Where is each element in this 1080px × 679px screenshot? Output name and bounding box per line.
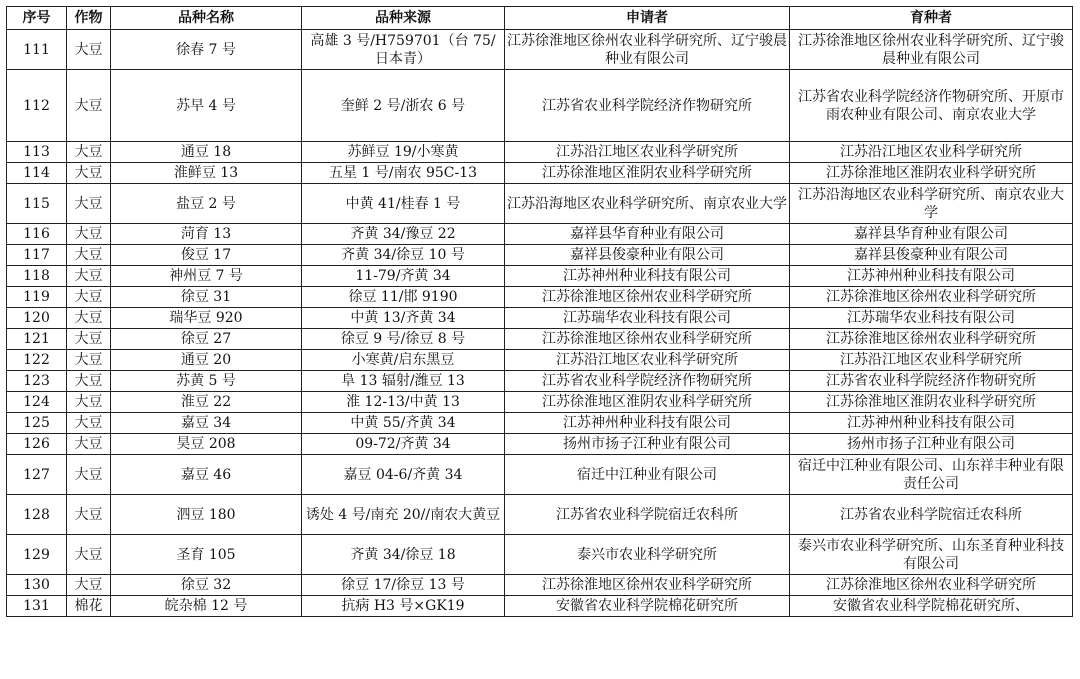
cell-no: 127 bbox=[7, 455, 67, 495]
cell-variety-source: 小寒黄/启东黑豆 bbox=[302, 350, 505, 371]
cell-crop: 大豆 bbox=[67, 287, 111, 308]
cell-variety-name: 皖杂棉 12 号 bbox=[111, 596, 302, 617]
cell-applicant: 江苏徐淮地区徐州农业科学研究所 bbox=[505, 287, 790, 308]
cell-applicant: 江苏徐淮地区淮阴农业科学研究所 bbox=[505, 163, 790, 184]
cell-breeder: 江苏徐淮地区徐州农业科学研究所、辽宁骏晨种业有限公司 bbox=[790, 30, 1073, 70]
cell-applicant: 江苏徐淮地区徐州农业科学研究所 bbox=[505, 575, 790, 596]
cell-variety-source: 奎鲜 2 号/浙农 6 号 bbox=[302, 70, 505, 142]
cell-applicant: 扬州市扬子江种业有限公司 bbox=[505, 434, 790, 455]
cell-applicant: 江苏瑞华农业科技有限公司 bbox=[505, 308, 790, 329]
cell-breeder: 江苏瑞华农业科技有限公司 bbox=[790, 308, 1073, 329]
table-row bbox=[7, 495, 1073, 535]
cell-variety-name: 徐豆 27 bbox=[111, 329, 302, 350]
cell-no: 121 bbox=[7, 329, 67, 350]
cell-breeder: 江苏神州种业科技有限公司 bbox=[790, 413, 1073, 434]
table-row bbox=[7, 184, 1073, 224]
cell-no: 128 bbox=[7, 495, 67, 535]
cell-crop: 大豆 bbox=[67, 535, 111, 575]
table-row bbox=[7, 371, 1073, 392]
cell-variety-source: 诱处 4 号/南充 20//南农大黄豆 bbox=[302, 495, 505, 535]
cell-applicant: 嘉祥县俊豪种业有限公司 bbox=[505, 245, 790, 266]
cell-breeder: 嘉祥县华育种业有限公司 bbox=[790, 224, 1073, 245]
cell-no: 112 bbox=[7, 70, 67, 142]
cell-variety-source: 五星 1 号/南农 95C-13 bbox=[302, 163, 505, 184]
cell-breeder: 江苏沿海地区农业科学研究所、南京农业大学 bbox=[790, 184, 1073, 224]
cell-crop: 大豆 bbox=[67, 329, 111, 350]
cell-crop: 大豆 bbox=[67, 575, 111, 596]
header-variety-name: 品种名称 bbox=[111, 7, 302, 30]
cell-variety-name: 嘉豆 34 bbox=[111, 413, 302, 434]
cell-variety-name: 通豆 20 bbox=[111, 350, 302, 371]
cell-variety-name: 俊豆 17 bbox=[111, 245, 302, 266]
cell-variety-name: 圣育 105 bbox=[111, 535, 302, 575]
cell-no: 119 bbox=[7, 287, 67, 308]
cell-variety-name: 徐春 7 号 bbox=[111, 30, 302, 70]
cell-variety-name: 苏早 4 号 bbox=[111, 70, 302, 142]
table-row bbox=[7, 163, 1073, 184]
cell-no: 114 bbox=[7, 163, 67, 184]
cell-no: 120 bbox=[7, 308, 67, 329]
cell-breeder: 江苏徐淮地区徐州农业科学研究所 bbox=[790, 575, 1073, 596]
cell-no: 118 bbox=[7, 266, 67, 287]
cell-variety-name: 徐豆 32 bbox=[111, 575, 302, 596]
table-row bbox=[7, 266, 1073, 287]
cell-crop: 棉花 bbox=[67, 596, 111, 617]
cell-no: 117 bbox=[7, 245, 67, 266]
cell-variety-name: 淮鲜豆 13 bbox=[111, 163, 302, 184]
cell-variety-name: 苏黄 5 号 bbox=[111, 371, 302, 392]
cell-variety-name: 瑞华豆 920 bbox=[111, 308, 302, 329]
cell-no: 126 bbox=[7, 434, 67, 455]
cell-applicant: 嘉祥县华育种业有限公司 bbox=[505, 224, 790, 245]
cell-crop: 大豆 bbox=[67, 70, 111, 142]
cell-no: 122 bbox=[7, 350, 67, 371]
cell-applicant: 江苏神州种业科技有限公司 bbox=[505, 266, 790, 287]
cell-breeder: 泰兴市农业科学研究所、山东圣育种业科技有限公司 bbox=[790, 535, 1073, 575]
cell-variety-source: 中黄 13/齐黄 34 bbox=[302, 308, 505, 329]
cell-applicant: 江苏徐淮地区徐州农业科学研究所、辽宁骏晨种业有限公司 bbox=[505, 30, 790, 70]
cell-applicant: 江苏沿江地区农业科学研究所 bbox=[505, 350, 790, 371]
cell-variety-source: 高雄 3 号/H759701（台 75/日本青） bbox=[302, 30, 505, 70]
cell-variety-source: 中黄 55/齐黄 34 bbox=[302, 413, 505, 434]
cell-no: 130 bbox=[7, 575, 67, 596]
table-row bbox=[7, 455, 1073, 495]
cell-applicant: 安徽省农业科学院棉花研究所 bbox=[505, 596, 790, 617]
table-row bbox=[7, 392, 1073, 413]
table-row bbox=[7, 142, 1073, 163]
cell-variety-source: 嘉豆 04-6/齐黄 34 bbox=[302, 455, 505, 495]
cell-breeder: 宿迁中江种业有限公司、山东祥丰种业有限责任公司 bbox=[790, 455, 1073, 495]
table-row bbox=[7, 70, 1073, 142]
cell-variety-source: 11-79/齐黄 34 bbox=[302, 266, 505, 287]
table-row bbox=[7, 535, 1073, 575]
cell-no: 115 bbox=[7, 184, 67, 224]
table-row bbox=[7, 30, 1073, 70]
cell-crop: 大豆 bbox=[67, 184, 111, 224]
cell-breeder: 安徽省农业科学院棉花研究所、 bbox=[790, 596, 1073, 617]
cell-variety-name: 通豆 18 bbox=[111, 142, 302, 163]
cell-breeder: 江苏徐淮地区徐州农业科学研究所 bbox=[790, 329, 1073, 350]
cell-breeder: 江苏沿江地区农业科学研究所 bbox=[790, 350, 1073, 371]
cell-no: 111 bbox=[7, 30, 67, 70]
cell-crop: 大豆 bbox=[67, 413, 111, 434]
table-row bbox=[7, 596, 1073, 617]
header-crop: 作物 bbox=[67, 7, 111, 30]
cell-applicant: 江苏神州种业科技有限公司 bbox=[505, 413, 790, 434]
cell-crop: 大豆 bbox=[67, 224, 111, 245]
cell-variety-name: 昊豆 208 bbox=[111, 434, 302, 455]
table-header-row bbox=[7, 7, 1073, 30]
cell-crop: 大豆 bbox=[67, 495, 111, 535]
cell-variety-name: 菏育 13 bbox=[111, 224, 302, 245]
cell-applicant: 泰兴市农业科学研究所 bbox=[505, 535, 790, 575]
cell-applicant: 江苏沿江地区农业科学研究所 bbox=[505, 142, 790, 163]
cell-no: 125 bbox=[7, 413, 67, 434]
cell-variety-source: 齐黄 34/豫豆 22 bbox=[302, 224, 505, 245]
table-row bbox=[7, 224, 1073, 245]
table-row bbox=[7, 575, 1073, 596]
cell-breeder: 江苏省农业科学院宿迁农科所 bbox=[790, 495, 1073, 535]
variety-table bbox=[6, 6, 1073, 617]
cell-variety-source: 齐黄 34/徐豆 18 bbox=[302, 535, 505, 575]
cell-breeder: 江苏神州种业科技有限公司 bbox=[790, 266, 1073, 287]
cell-crop: 大豆 bbox=[67, 163, 111, 184]
cell-crop: 大豆 bbox=[67, 434, 111, 455]
table-row bbox=[7, 434, 1073, 455]
cell-breeder: 江苏省农业科学院经济作物研究所 bbox=[790, 371, 1073, 392]
cell-breeder: 扬州市扬子江种业有限公司 bbox=[790, 434, 1073, 455]
table-row bbox=[7, 329, 1073, 350]
cell-applicant: 江苏沿海地区农业科学研究所、南京农业大学 bbox=[505, 184, 790, 224]
cell-applicant: 江苏徐淮地区徐州农业科学研究所 bbox=[505, 329, 790, 350]
cell-crop: 大豆 bbox=[67, 30, 111, 70]
cell-breeder: 嘉祥县俊豪种业有限公司 bbox=[790, 245, 1073, 266]
cell-crop: 大豆 bbox=[67, 245, 111, 266]
cell-no: 116 bbox=[7, 224, 67, 245]
header-breeder: 育种者 bbox=[790, 7, 1073, 30]
cell-breeder: 江苏徐淮地区淮阴农业科学研究所 bbox=[790, 163, 1073, 184]
cell-variety-name: 淮豆 22 bbox=[111, 392, 302, 413]
table-row bbox=[7, 413, 1073, 434]
header-no: 序号 bbox=[7, 7, 67, 30]
cell-variety-source: 齐黄 34/徐豆 10 号 bbox=[302, 245, 505, 266]
cell-variety-source: 徐豆 11/邯 9190 bbox=[302, 287, 505, 308]
cell-no: 123 bbox=[7, 371, 67, 392]
cell-breeder: 江苏省农业科学院经济作物研究所、开原市雨农种业有限公司、南京农业大学 bbox=[790, 70, 1073, 142]
cell-variety-source: 阜 13 辐射/潍豆 13 bbox=[302, 371, 505, 392]
cell-variety-source: 徐豆 9 号/徐豆 8 号 bbox=[302, 329, 505, 350]
cell-variety-source: 徐豆 17/徐豆 13 号 bbox=[302, 575, 505, 596]
table-row bbox=[7, 308, 1073, 329]
cell-applicant: 江苏徐淮地区淮阴农业科学研究所 bbox=[505, 392, 790, 413]
cell-applicant: 江苏省农业科学院宿迁农科所 bbox=[505, 495, 790, 535]
cell-variety-source: 09-72/齐黄 34 bbox=[302, 434, 505, 455]
cell-variety-source: 苏鲜豆 19/小寒黄 bbox=[302, 142, 505, 163]
cell-applicant: 江苏省农业科学院经济作物研究所 bbox=[505, 371, 790, 392]
cell-no: 131 bbox=[7, 596, 67, 617]
cell-variety-name: 神州豆 7 号 bbox=[111, 266, 302, 287]
cell-variety-name: 盐豆 2 号 bbox=[111, 184, 302, 224]
table-row bbox=[7, 245, 1073, 266]
cell-crop: 大豆 bbox=[67, 392, 111, 413]
cell-no: 124 bbox=[7, 392, 67, 413]
cell-breeder: 江苏沿江地区农业科学研究所 bbox=[790, 142, 1073, 163]
cell-crop: 大豆 bbox=[67, 142, 111, 163]
cell-no: 129 bbox=[7, 535, 67, 575]
cell-applicant: 宿迁中江种业有限公司 bbox=[505, 455, 790, 495]
cell-crop: 大豆 bbox=[67, 350, 111, 371]
cell-crop: 大豆 bbox=[67, 371, 111, 392]
cell-no: 113 bbox=[7, 142, 67, 163]
cell-variety-name: 徐豆 31 bbox=[111, 287, 302, 308]
cell-variety-source: 中黄 41/桂春 1 号 bbox=[302, 184, 505, 224]
cell-crop: 大豆 bbox=[67, 455, 111, 495]
header-applicant: 申请者 bbox=[505, 7, 790, 30]
cell-breeder: 江苏徐淮地区徐州农业科学研究所 bbox=[790, 287, 1073, 308]
cell-variety-name: 嘉豆 46 bbox=[111, 455, 302, 495]
table-row bbox=[7, 350, 1073, 371]
cell-variety-source: 抗病 H3 号×GK19 bbox=[302, 596, 505, 617]
cell-variety-source: 淮 12-13/中黄 13 bbox=[302, 392, 505, 413]
header-variety-source: 品种来源 bbox=[302, 7, 505, 30]
table-row bbox=[7, 287, 1073, 308]
cell-crop: 大豆 bbox=[67, 308, 111, 329]
cell-crop: 大豆 bbox=[67, 266, 111, 287]
cell-applicant: 江苏省农业科学院经济作物研究所 bbox=[505, 70, 790, 142]
cell-breeder: 江苏徐淮地区淮阴农业科学研究所 bbox=[790, 392, 1073, 413]
cell-variety-name: 泗豆 180 bbox=[111, 495, 302, 535]
